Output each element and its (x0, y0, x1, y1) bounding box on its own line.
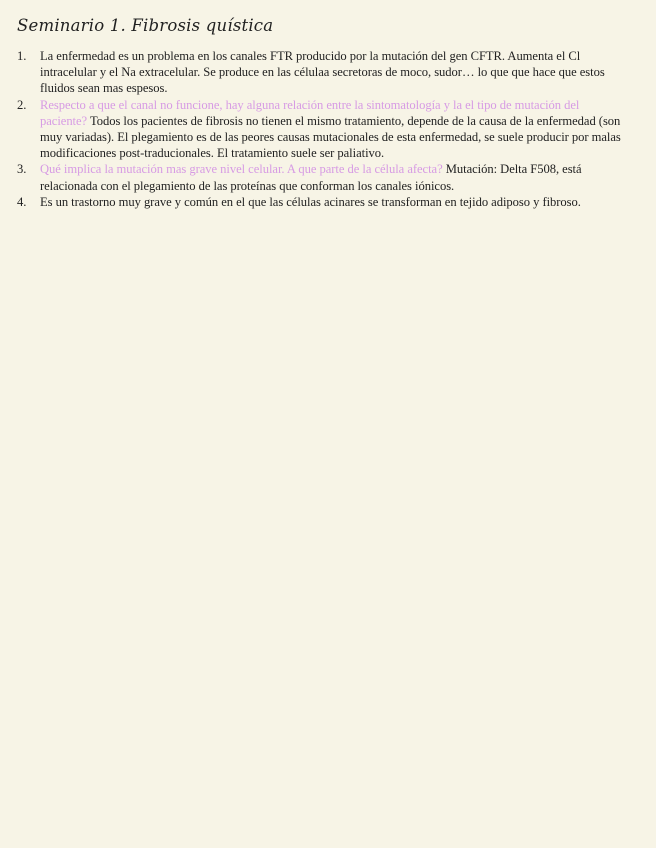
list-item-3 (17, 161, 629, 193)
item-number: 3. (17, 162, 27, 177)
item-question: Respecto a que el canal no funcione, hay alguna relación entre la sintomatología y la el tipo de mutación del paciente? (40, 97, 580, 128)
item-question: Qué implica la mutación mas grave nivel celular. A que parte de la célula afecta? (40, 162, 443, 177)
item-number: 1. (17, 49, 27, 63)
list-item-4 (17, 194, 629, 210)
item-number: 4. (17, 194, 27, 209)
list-item-1 (17, 48, 629, 97)
item-answer: Mutación: Delta F508, está relacionada con el plegamiento de las proteínas que conforman los canales iónicos. (40, 162, 582, 193)
seminar-item-list (17, 48, 629, 210)
item-answer: La enfermedad es un problema en los canales FTR producido por la mutación del gen CFTR. Aumenta el Cl intracelular y el Na extracelular. Se produce en las célulaa secretoras de moco, sudor… lo que que hace que estos fluidos sean mas espesos. (40, 49, 605, 96)
item-answer: Todos los pacientes de fibrosis no tienen el mismo tratamiento, depende de la causa de la enfermedad (son muy variadas). El plegamiento es de las peores causas mutacionales de esta enfermedad, se suele producir por malas modificaciones post-traducionales. El tratamiento suele ser paliativo. (40, 113, 621, 161)
list-item-2 (17, 97, 629, 162)
item-number: 2. (17, 97, 27, 112)
item-answer: Es un trastorno muy grave y común en el que las células acinares se transforman en tejido adiposo y fibroso. (40, 194, 581, 209)
document-title: Seminario 1. Fibrosis quística (17, 16, 274, 35)
